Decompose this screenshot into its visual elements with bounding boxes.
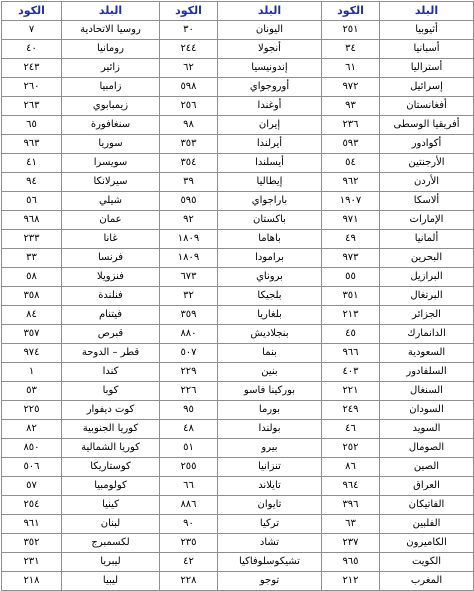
table-row — [2, 78, 474, 97]
code-cell: ٥٨ — [2, 268, 62, 287]
code-cell: ٨٦ — [322, 458, 380, 477]
code-cell: ٦١ — [322, 59, 380, 78]
code-cell: ٥٦ — [2, 192, 62, 211]
country-cell: قطر – الدوحة — [62, 344, 160, 363]
country-cell: الأرجنتين — [380, 154, 474, 173]
code-cell: ٣٩ — [160, 173, 218, 192]
country-cell: تايوان — [218, 496, 322, 515]
country-cell: شيلي — [62, 192, 160, 211]
code-cell: ٩٦٢ — [322, 173, 380, 192]
code-cell: ١٩٠٧ — [322, 192, 380, 211]
country-cell: أستراليا — [380, 59, 474, 78]
code-cell: ٣٥٣ — [160, 135, 218, 154]
code-cell: ٩٣ — [322, 97, 380, 116]
country-cell: الفلبين — [380, 515, 474, 534]
code-cell: ٢٤٤ — [160, 40, 218, 59]
country-cell: تايلاند — [218, 477, 322, 496]
country-cell: اليونان — [218, 21, 322, 40]
table-row — [2, 154, 474, 173]
code-cell: ٥٧ — [2, 477, 62, 496]
country-cell: المغرب — [380, 572, 474, 591]
country-cell: بوركينا فاسو — [218, 382, 322, 401]
code-cell: ٣٥٩ — [160, 306, 218, 325]
code-cell: ٩٦٣ — [2, 135, 62, 154]
table-row — [2, 401, 474, 420]
country-cell: باهاما — [218, 230, 322, 249]
country-cell: ليبيا — [62, 572, 160, 591]
country-cell: سنغافورة — [62, 116, 160, 135]
country-cell: الجزائر — [380, 306, 474, 325]
country-cell: الكاميرون — [380, 534, 474, 553]
code-cell: ٢٢١ — [322, 382, 380, 401]
code-cell: ٣٥٧ — [2, 325, 62, 344]
code-cell: ٩٦٤ — [322, 477, 380, 496]
table-row — [2, 192, 474, 211]
country-cell: برامودا — [218, 249, 322, 268]
table-row — [2, 325, 474, 344]
country-cell: بنما — [218, 344, 322, 363]
table-row — [2, 173, 474, 192]
code-cell: ١٨٠٩ — [160, 230, 218, 249]
code-cell: ٩٧١ — [322, 211, 380, 230]
country-cell: سيرلانكا — [62, 173, 160, 192]
code-cell: ٢٤٩ — [322, 401, 380, 420]
code-cell: ٢٣٧ — [322, 534, 380, 553]
code-cell: ٢١٢ — [322, 572, 380, 591]
code-cell: ٦٣ — [322, 515, 380, 534]
code-cell: ٣٠ — [160, 21, 218, 40]
table-row — [2, 496, 474, 515]
code-cell: ٨٨٦ — [160, 496, 218, 515]
country-cell: بولندا — [218, 420, 322, 439]
table-row — [2, 21, 474, 40]
country-cell: أسبانيا — [380, 40, 474, 59]
country-cell: فيتنام — [62, 306, 160, 325]
country-codes-table — [1, 1, 474, 591]
code-cell: ٨٥٠ — [2, 439, 62, 458]
table-row — [2, 344, 474, 363]
country-cell: باكستان — [218, 211, 322, 230]
code-cell: ٣٥٢ — [2, 534, 62, 553]
country-cell: السودان — [380, 401, 474, 420]
code-cell: ٥٣ — [2, 382, 62, 401]
table-row — [2, 458, 474, 477]
code-cell: ٩٦٨ — [2, 211, 62, 230]
code-cell: ٢٣١ — [2, 553, 62, 572]
country-cell: كوبا — [62, 382, 160, 401]
code-cell: ٨٤ — [2, 306, 62, 325]
country-cell: إيطاليا — [218, 173, 322, 192]
code-cell: ٣٤ — [322, 40, 380, 59]
country-cell: تشيكوسلوفاكيا — [218, 553, 322, 572]
country-cell: روسيا الاتحادية — [62, 21, 160, 40]
code-cell: ٣٢ — [160, 287, 218, 306]
table-row — [2, 420, 474, 439]
country-cell: بروناي — [218, 268, 322, 287]
table-row — [2, 97, 474, 116]
country-cell: تشاد — [218, 534, 322, 553]
country-cell: كوستاريكا — [62, 458, 160, 477]
table-row — [2, 515, 474, 534]
table-row — [2, 572, 474, 591]
country-cell: السويد — [380, 420, 474, 439]
country-cell: البرتغال — [380, 287, 474, 306]
code-cell: ٦٢ — [160, 59, 218, 78]
country-cell: كينيا — [62, 496, 160, 515]
table-row — [2, 135, 474, 154]
country-cell: الصومال — [380, 439, 474, 458]
country-cell: توجو — [218, 572, 322, 591]
country-cell: كوريا الشمالية — [62, 439, 160, 458]
country-cell: تنزانيا — [218, 458, 322, 477]
code-cell: ٩٤ — [2, 173, 62, 192]
country-cell: كوريا الجنوبية — [62, 420, 160, 439]
table-row — [2, 268, 474, 287]
country-cell: رومانيا — [62, 40, 160, 59]
code-cell: ٦٥ — [2, 116, 62, 135]
table-row — [2, 553, 474, 572]
code-cell: ٩٦٥ — [322, 553, 380, 572]
country-cell: أفريقيا الوسطى — [380, 116, 474, 135]
code-cell: ٥٠٧ — [160, 344, 218, 363]
code-cell: ٢٣٥ — [160, 534, 218, 553]
country-cell: أيرلندا — [218, 135, 322, 154]
table-body — [2, 21, 474, 591]
code-cell: ٥٩٥ — [160, 192, 218, 211]
country-cell: زامبيا — [62, 78, 160, 97]
country-cell: الكويت — [380, 553, 474, 572]
code-cell: ٥٩٨ — [160, 78, 218, 97]
code-cell: ٤٢ — [160, 553, 218, 572]
code-cell: ٢٢٥ — [2, 401, 62, 420]
code-cell: ٢٥٥ — [160, 458, 218, 477]
country-cell: لكسمبرج — [62, 534, 160, 553]
code-cell: ٢٥١ — [322, 21, 380, 40]
code-cell: ٢٣٦ — [322, 116, 380, 135]
country-cell: غانا — [62, 230, 160, 249]
code-cell: ٤٠ — [2, 40, 62, 59]
country-cell: الصين — [380, 458, 474, 477]
table-row — [2, 439, 474, 458]
table-row — [2, 40, 474, 59]
country-cell: السعودية — [380, 344, 474, 363]
code-cell: ٤٦ — [322, 420, 380, 439]
country-cell: بلجيكا — [218, 287, 322, 306]
country-cell: أثيوبيا — [380, 21, 474, 40]
country-cell: عمان — [62, 211, 160, 230]
country-cell: لبنان — [62, 515, 160, 534]
country-cell: زيمبابوي — [62, 97, 160, 116]
code-cell: ٩٧٤ — [2, 344, 62, 363]
code-cell: ٣٥١ — [322, 287, 380, 306]
country-cell: السلفادور — [380, 363, 474, 382]
country-cell: أوروجواي — [218, 78, 322, 97]
country-cell: فنلندة — [62, 287, 160, 306]
country-cell: إسرائيل — [380, 78, 474, 97]
code-cell: ٩٧٣ — [322, 249, 380, 268]
country-cell: الأردن — [380, 173, 474, 192]
code-cell: ٤٠٣ — [322, 363, 380, 382]
code-cell: ٤١ — [2, 154, 62, 173]
table-row — [2, 59, 474, 78]
code-cell: ٢٥٢ — [322, 439, 380, 458]
code-cell: ٢١٨ — [2, 572, 62, 591]
code-cell: ٢٤٣ — [2, 59, 62, 78]
country-cell: بلغاريا — [218, 306, 322, 325]
code-cell: ٢٢٨ — [160, 572, 218, 591]
header-row — [2, 2, 474, 21]
country-cell: الفاتيكان — [380, 496, 474, 515]
table-row — [2, 249, 474, 268]
code-cell: ٧ — [2, 21, 62, 40]
country-cell: سوريا — [62, 135, 160, 154]
table-row — [2, 116, 474, 135]
code-cell: ٥٩٣ — [322, 135, 380, 154]
code-cell: ١ — [2, 363, 62, 382]
code-cell: ٥٤ — [322, 154, 380, 173]
country-cell: قبرص — [62, 325, 160, 344]
code-cell: ١٨٠٩ — [160, 249, 218, 268]
code-cell: ٩٦١ — [2, 515, 62, 534]
country-cell: فرنسا — [62, 249, 160, 268]
header-country-1: البلد — [380, 2, 474, 21]
table-row — [2, 363, 474, 382]
country-cell: أفغانستان — [380, 97, 474, 116]
code-cell: ٤٩ — [322, 230, 380, 249]
code-cell: ٤٨ — [160, 420, 218, 439]
code-cell: ٩٦٦ — [322, 344, 380, 363]
code-cell: ٢٦٣ — [2, 97, 62, 116]
table-row — [2, 211, 474, 230]
country-cell: إيران — [218, 116, 322, 135]
country-cell: باراجواي — [218, 192, 322, 211]
code-cell: ٩٠ — [160, 515, 218, 534]
code-cell: ٢٦٠ — [2, 78, 62, 97]
code-cell: ٨٨٠ — [160, 325, 218, 344]
table-row — [2, 382, 474, 401]
country-cell: تركيا — [218, 515, 322, 534]
header-code-1: الكود — [322, 2, 380, 21]
code-cell: ٢٣٣ — [2, 230, 62, 249]
country-cell: بيرو — [218, 439, 322, 458]
code-cell: ٥١ — [160, 439, 218, 458]
code-cell: ٤٥ — [322, 325, 380, 344]
header-country-2: البلد — [218, 2, 322, 21]
country-cell: أنجولا — [218, 40, 322, 59]
code-cell: ٦٧٣ — [160, 268, 218, 287]
code-cell: ٦٦ — [160, 477, 218, 496]
country-cell: سويسرا — [62, 154, 160, 173]
country-cell: بورما — [218, 401, 322, 420]
code-cell: ٢٥٦ — [160, 97, 218, 116]
country-cell: الإمارات — [380, 211, 474, 230]
country-cell: ألاسكا — [380, 192, 474, 211]
code-cell: ٨٢ — [2, 420, 62, 439]
country-cell: إندونيسيا — [218, 59, 322, 78]
country-cell: السنغال — [380, 382, 474, 401]
code-cell: ٢٢٦ — [160, 382, 218, 401]
code-cell: ٣٣ — [2, 249, 62, 268]
country-cell: كولومبيا — [62, 477, 160, 496]
header-code-3: الكود — [2, 2, 62, 21]
country-cell: زائير — [62, 59, 160, 78]
code-cell: ٩٢ — [160, 211, 218, 230]
code-cell: ٢٥٤ — [2, 496, 62, 515]
country-cell: فنزويلا — [62, 268, 160, 287]
code-cell: ٩٧٢ — [322, 78, 380, 97]
code-cell: ٥٥ — [322, 268, 380, 287]
code-cell: ٣٩٦ — [322, 496, 380, 515]
code-cell: ٩٥ — [160, 401, 218, 420]
code-cell: ٥٠٦ — [2, 458, 62, 477]
country-cell: ليبريا — [62, 553, 160, 572]
table-row — [2, 306, 474, 325]
header-country-3: البلد — [62, 2, 160, 21]
country-cell: ألمانيا — [380, 230, 474, 249]
country-cell: أوغندا — [218, 97, 322, 116]
code-cell: ٣٥٨ — [2, 287, 62, 306]
table-row — [2, 534, 474, 553]
country-cell: أيسلندا — [218, 154, 322, 173]
code-cell: ٢٢٩ — [160, 363, 218, 382]
header-code-2: الكود — [160, 2, 218, 21]
country-cell: البرازيل — [380, 268, 474, 287]
table-row — [2, 287, 474, 306]
country-cell: كندا — [62, 363, 160, 382]
table-row — [2, 477, 474, 496]
table-row — [2, 230, 474, 249]
country-cell: الدانمارك — [380, 325, 474, 344]
code-cell: ٢١٣ — [322, 306, 380, 325]
country-cell: كوت ديفوار — [62, 401, 160, 420]
code-cell: ٩٨ — [160, 116, 218, 135]
code-cell: ٣٥٤ — [160, 154, 218, 173]
country-cell: العراق — [380, 477, 474, 496]
country-cell: أكوادور — [380, 135, 474, 154]
country-cell: بنين — [218, 363, 322, 382]
country-cell: بنجلاديش — [218, 325, 322, 344]
country-cell: البحرين — [380, 249, 474, 268]
